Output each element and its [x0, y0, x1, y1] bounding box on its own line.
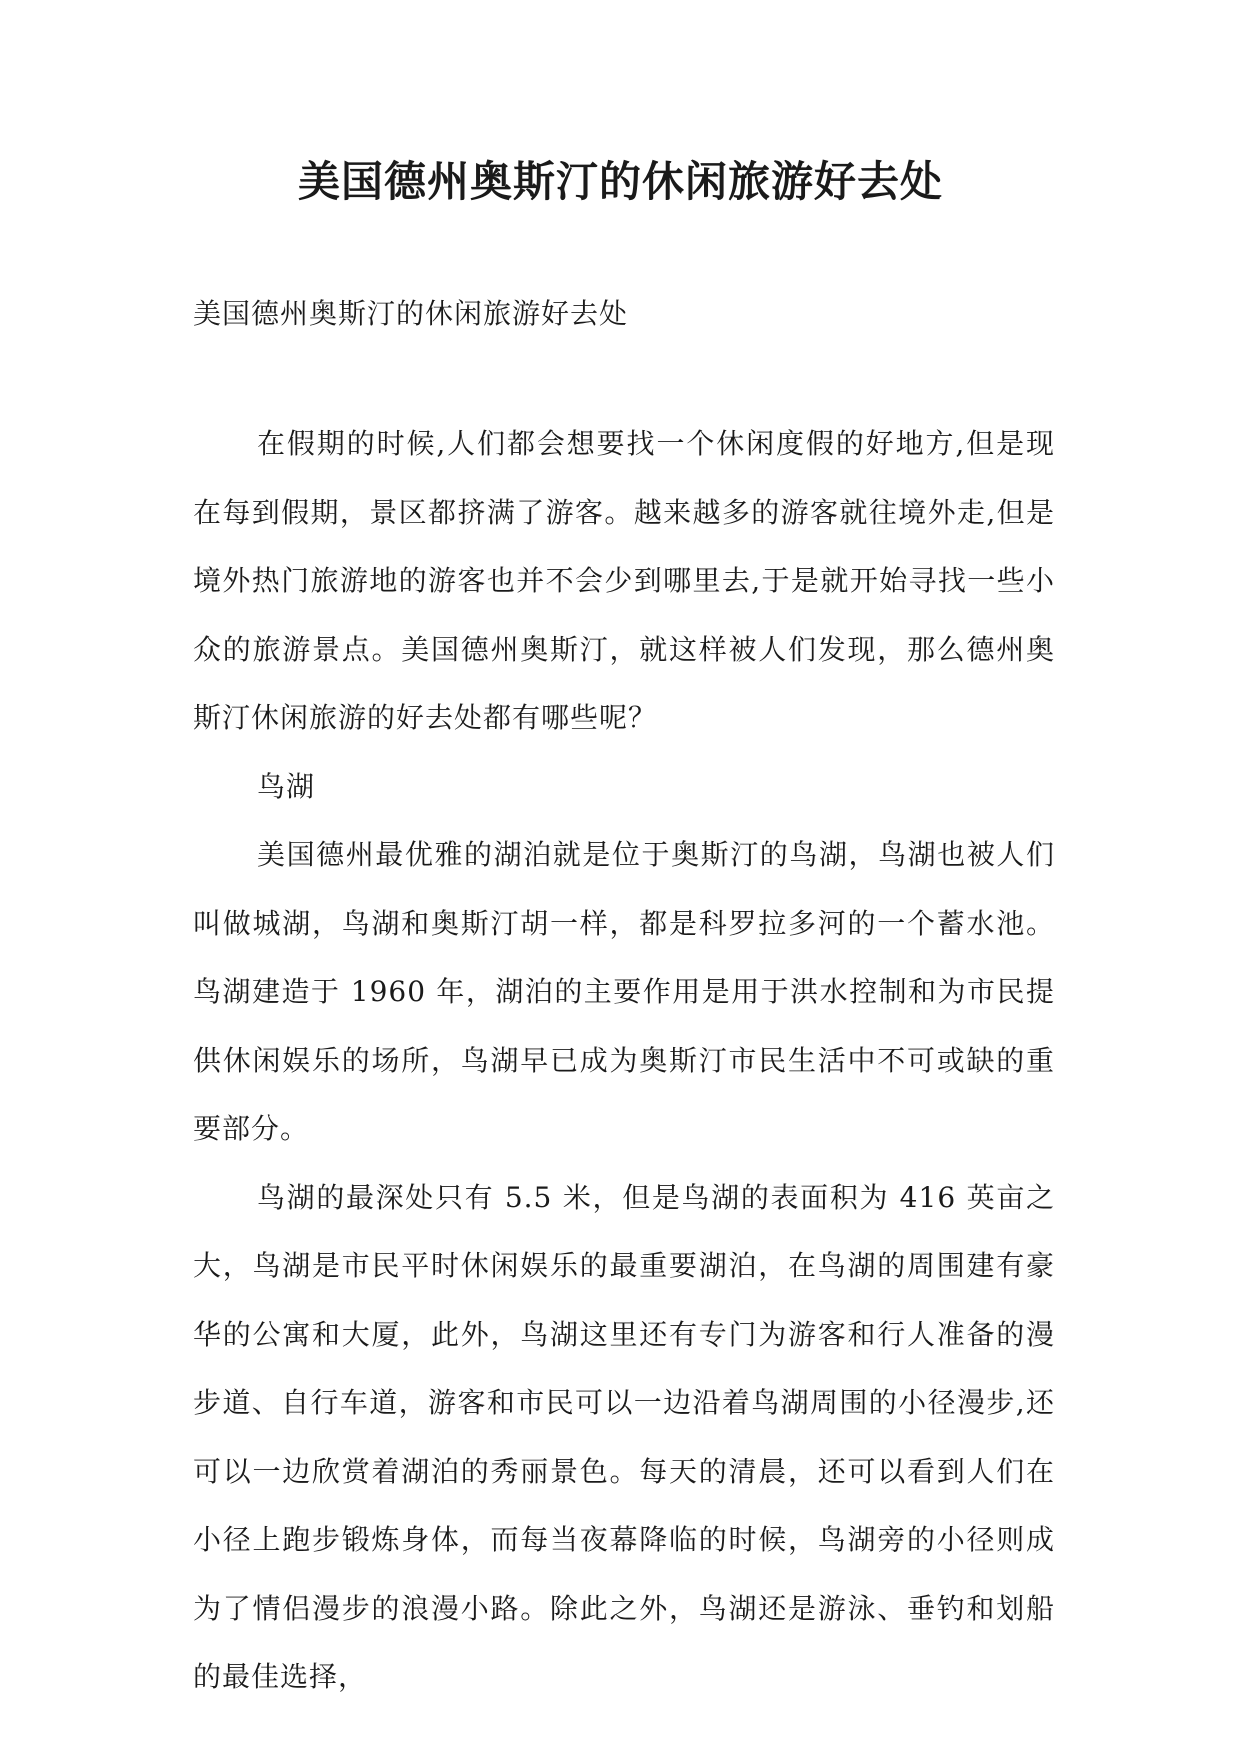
paragraph-bird-lake-overview: 美国德州最优雅的湖泊就是位于奥斯汀的鸟湖，鸟湖也被人们叫做城湖，鸟湖和奥斯汀胡一样，都是科罗拉多河的一个蓄水池。鸟湖建造于 1960 年，湖泊的主要作用是用于洪水控制和为市民提供休闲娱乐的场所，鸟湖早已成为奥斯汀市民生活中不可或缺的重要部分。: [193, 838, 1055, 1145]
paragraph-intro: 在假期的时候,人们都会想要找一个休闲度假的好地方,但是现在每到假期，景区都挤满了游客。越来越多的游客就往境外走,但是境外热门旅游地的游客也并不会少到哪里去,于是就开始寻找一些小众的旅游景点。美国德州奥斯汀，就这样被人们发现，那么德州奥斯汀休闲旅游的好去处都有哪些呢？: [193, 427, 1055, 734]
section-heading-bird-lake: 鸟湖: [257, 769, 316, 803]
document-subtitle: 美国德州奥斯汀的休闲旅游好去处: [193, 297, 629, 330]
document-title: 美国德州奥斯汀的休闲旅游好去处: [297, 157, 943, 206]
paragraph-bird-lake-details: 鸟湖的最深处只有 5.5 米，但是鸟湖的表面积为 416 英亩之大，鸟湖是市民平时休闲娱乐的最重要湖泊，在鸟湖的周围建有豪华的公寓和大厦，此外，鸟湖这里还有专门为游客和行人准备的漫步道、自行车道，游客和市民可以一边沿着鸟湖周围的小径漫步,还可以一边欣赏着湖泊的秀丽景色。每天的清晨，还可以看到人们在小径上跑步锻炼身体，而每当夜幕降临的时候，鸟湖旁的小径则成为了情侣漫步的浪漫小路。除此之外，鸟湖还是游泳、垂钓和划船的最佳选择，: [193, 1180, 1055, 1693]
document-body: [193, 410, 1055, 1712]
